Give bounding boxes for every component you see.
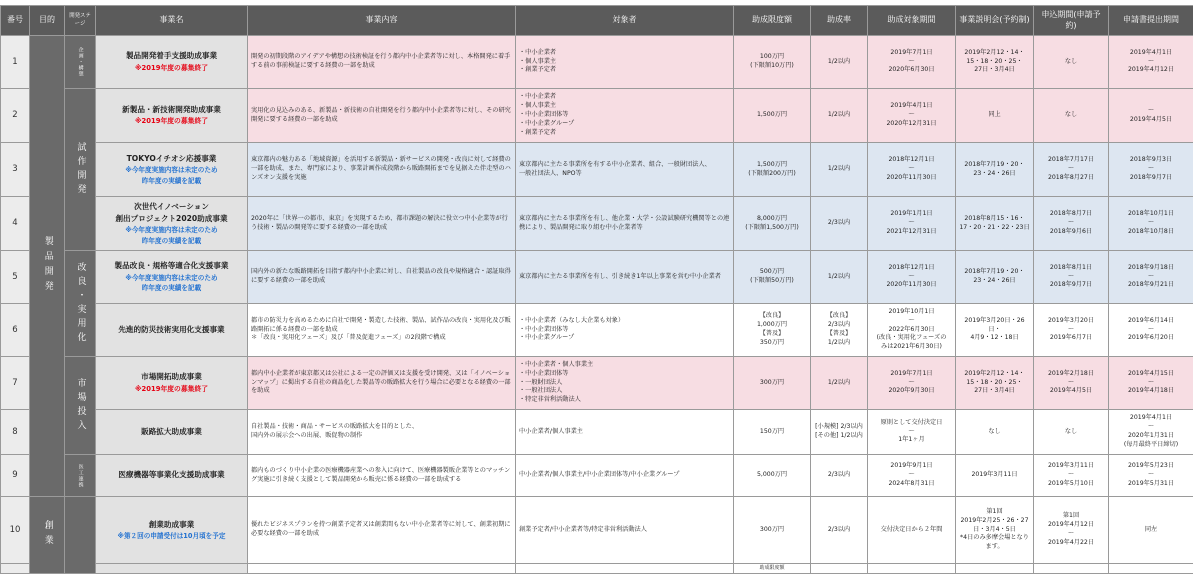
grant-period: 2019年10月1日 ～ 2022年6月30日 (改良・実用化フェーズの みは2021年6月30日) (868, 304, 956, 357)
project-target: 中小企業者/個人事業主/中小企業団体等/中小企業グループ (516, 455, 734, 497)
header-apply: 申込期間(申請予約) (1034, 6, 1109, 36)
project-name-text: 販路拡大助成事業 (141, 426, 202, 436)
briefing-session: 第1回 2019年2月25・26・27 日・3月4・5日 *4日のみ多摩会場となり ます。 (956, 497, 1034, 564)
header-content: 事業内容 (248, 6, 516, 36)
project-status: ※今年度実施内容は未定のため 昨年度の実績を記載 (125, 273, 218, 293)
header-no: 番号 (1, 6, 30, 36)
row-number: 1 (1, 36, 30, 89)
stage-cell: 医工連携 (65, 455, 96, 497)
project-name-text: 医療機器等事業化支援助成事業 (118, 470, 225, 480)
header-stage: 開発ステージ (65, 6, 96, 36)
row-number: 4 (1, 197, 30, 251)
header-briefing: 事業説明会(予約制) (956, 6, 1034, 36)
grant-limit: 300万円 (734, 357, 811, 410)
project-name (96, 251, 248, 304)
project-content: 都市の防災力を高めるために自社で開発・製造した技術、製品、試作品の改良・実用化及び販路開拓に係る経費の一部を助成 ＊「改良・実用化フェーズ」及び「普及促進フェーズ」の2段階で構成 (248, 304, 516, 357)
grant-limit: 150万円 (734, 410, 811, 455)
stage-cell: 市場投入 (65, 357, 96, 455)
project-name (96, 410, 248, 455)
table-row (1, 455, 1193, 497)
row-number: 6 (1, 304, 30, 357)
grant-rate: 2/3以内 (811, 497, 868, 564)
grant-limit: 【改良】 1,000万円 【普及】 350万円 (734, 304, 811, 357)
project-name (96, 143, 248, 197)
row-number (1, 564, 30, 574)
submission-period (1109, 564, 1193, 574)
row-number: 8 (1, 410, 30, 455)
row-number: 2 (1, 89, 30, 143)
application-period: 2019年3月20日 ～ 2019年6月7日 (1034, 304, 1109, 357)
project-target: ・中小企業者・個人事業主 ・中小企業団体等 ・一般財団法人 ・一般社団法人 ・特定非営利活動法人 (516, 357, 734, 410)
project-status: ※2019年度の募集終了 (134, 63, 209, 72)
project-content: 都内中小企業者が東京都又は公社による一定の評価又は支援を受け開発、又は「イノベーションマップ」に掲出する自社の商品化した製品等の販路拡大を行う場合に必要となる経費の一部を助成 (248, 357, 516, 410)
subsidy-table (0, 5, 1193, 574)
project-content: 自社製品・技術・商品・サービスの販路拡大を目的とした、 国内外の展示会への出展、販促物の制作 (248, 410, 516, 455)
application-period: 2019年3月11日 ～ 2019年5月10日 (1034, 455, 1109, 497)
grant-rate: 1/2以内 (811, 143, 868, 197)
category-sogyo: 創業 (30, 497, 65, 574)
header-limit: 助成限度額 (734, 6, 811, 36)
header-rate: 助成率 (811, 6, 868, 36)
project-name-text: TOKYOイチオシ応援事業 (126, 153, 217, 163)
project-name-text: 次世代イノベーション 創出プロジェクト2020助成事業 (115, 201, 228, 223)
table-row (1, 143, 1193, 197)
project-name (96, 197, 248, 251)
grant-period: 2018年12月1日 ～ 2020年11月30日 (868, 251, 956, 304)
table-row (1, 251, 1193, 304)
row-number: 9 (1, 455, 30, 497)
application-period (1034, 564, 1109, 574)
submission-period: 2019年4月1日 ～ 2020年1月31日 (毎月最終平日締切) (1109, 410, 1193, 455)
project-name (96, 564, 248, 574)
project-content: 2020年に「世界一の都市、東京」を実現するため、都市課題の解決に役立つ中小企業等が行う技術・製品の開発等に要する経費の一部を助成 (248, 197, 516, 251)
project-content: 優れたビジネスプランを持つ創業予定者又は創業間もない中小企業者等に対して、創業初期に必要な経費の一部を助成 (248, 497, 516, 564)
grant-rate: 1/2以内 (811, 357, 868, 410)
briefing-session: 同上 (956, 89, 1034, 143)
row-number: 10 (1, 497, 30, 564)
briefing-session (956, 564, 1034, 574)
header-name: 事業名 (96, 6, 248, 36)
stage-cell: 試作開発 (65, 89, 96, 251)
category-product-dev: 製品開発 (30, 36, 65, 497)
project-content: 国内外の新たな販路開拓を目指す都内中小企業に対し、自社製品の改良や規格適合・認証取得に要する経費の一部を助成 (248, 251, 516, 304)
project-name-text: 先進的防災技術実用化支援事業 (118, 324, 225, 334)
project-name (96, 455, 248, 497)
header-target: 対象者 (516, 6, 734, 36)
grant-rate: 2/3以内 (811, 455, 868, 497)
grant-period: 2019年7月1日 ～ 2020年6月30日 (868, 36, 956, 89)
project-content: 東京都内の魅力ある「地域資源」を活用する新製品・新サービスの開発・改良に対して経費の一部を助成、また、専門家により、事業計画作成段階から販路開拓までを見据えた伴走型のハンズオン支援を実施 (248, 143, 516, 197)
project-name-text: 製品改良・規格等適合化支援事業 (114, 261, 229, 271)
project-status: ※2019年度の募集終了 (134, 117, 209, 126)
submission-period: 2019年4月15日 ～ 2019年4月18日 (1109, 357, 1193, 410)
briefing-session: 2019年3月11日 (956, 455, 1034, 497)
project-status: ※第２回の申請受付は10月頃を予定 (117, 531, 226, 540)
submission-period: ～ 2019年4月5日 (1109, 89, 1193, 143)
submission-period: 2018年9月3日 ～ 2018年9月7日 (1109, 143, 1193, 197)
submission-period: 2019年4月1日 ～ 2019年4月12日 (1109, 36, 1193, 89)
grant-rate: 1/2以内 (811, 89, 868, 143)
briefing-session: 2019年2月12・14・ 15・18・20・25・ 27日・3月4日 (956, 36, 1034, 89)
row-number: 3 (1, 143, 30, 197)
application-period: 第1回 2019年4月12日 ～ 2019年4月22日 (1034, 497, 1109, 564)
application-period: なし (1034, 36, 1109, 89)
briefing-session: 2019年3月20日・26日・ 4月9・12・18日 (956, 304, 1034, 357)
project-target: ・中小企業者 ・個人事業主 ・創業予定者 (516, 36, 734, 89)
header-submit: 申請書提出期間 (1109, 6, 1193, 36)
project-name (96, 89, 248, 143)
project-target: 東京都内に主たる事業所を有し、引き続き1年以上事業を営む中小企業者 (516, 251, 734, 304)
project-target: ・中小企業者 ・個人事業主 ・中小企業団体等 ・中小企業グループ ・創業予定者 (516, 89, 734, 143)
briefing-session: なし (956, 410, 1034, 455)
project-name-text: 創業助成事業 (148, 519, 195, 529)
application-period: 2018年8月7日 ～ 2018年9月6日 (1034, 197, 1109, 251)
submission-period: 2019年5月23日 ～ 2019年5月31日 (1109, 455, 1193, 497)
project-target (516, 564, 734, 574)
submission-period: 同左 (1109, 497, 1193, 564)
application-period: 2018年8月1日 ～ 2018年9月7日 (1034, 251, 1109, 304)
grant-limit: 8,000万円 (下限額1,500万円) (734, 197, 811, 251)
project-name (96, 357, 248, 410)
project-target: 東京都内に主たる事業所を有する中小企業者、組合、一般財団法人、 一般社団法人、NPO等 (516, 143, 734, 197)
briefing-session: 2018年7月19・20・ 23・24・26日 (956, 251, 1034, 304)
briefing-session: 2018年8月15・16・ 17・20・21・22・23日 (956, 197, 1034, 251)
project-target: 東京都内に主たる事業所を有し、他企業・大学・公設試験研究機関等との連携により、製品開発に取り組む中小企業者等 (516, 197, 734, 251)
grant-rate (811, 564, 868, 574)
header-row (1, 6, 1193, 36)
grant-period: 2019年4月1日 ～ 2020年12月31日 (868, 89, 956, 143)
table-row-partial (1, 564, 1193, 574)
project-name (96, 497, 248, 564)
grant-period: 交付決定日から２年間 (868, 497, 956, 564)
grant-rate: 1/2以内 (811, 36, 868, 89)
application-period: 2019年2月18日 ～ 2019年4月5日 (1034, 357, 1109, 410)
grant-limit: 500万円 (下限額50万円) (734, 251, 811, 304)
project-status: ※2019年度の募集終了 (134, 384, 209, 393)
grant-limit: 100万円 (下限額10万円) (734, 36, 811, 89)
application-period: なし (1034, 89, 1109, 143)
table-row (1, 36, 1193, 89)
project-name-text: 製品開発着手支援助成事業 (125, 51, 218, 61)
table-row (1, 197, 1193, 251)
project-name-text: 市場開拓助成事業 (141, 372, 202, 382)
project-content: 都内ものづくり中小企業の医療機器産業への参入に向けて、医療機器製販企業等とのマッチング実施に引き続く支援として製品開発から販売に係る経費の一部を助成する (248, 455, 516, 497)
stage-cell (65, 497, 96, 574)
project-content: 実用化の見込みのある、新製品・新技術の自社開発を行う都内中小企業者等に対し、その研究開発に要する経費の一部を助成 (248, 89, 516, 143)
grant-rate: 【改良】 2/3以内 【普及】 1/2以内 (811, 304, 868, 357)
grant-rate: [小規模] 2/3以内 [その他] 1/2以内 (811, 410, 868, 455)
grant-rate: 2/3以内 (811, 197, 868, 251)
project-status: ※今年度実施内容は未定のため 昨年度の実績を記載 (125, 226, 218, 245)
project-name (96, 36, 248, 89)
project-name (96, 304, 248, 357)
project-content (248, 564, 516, 574)
project-target: 創業予定者/中小企業者等/特定非営利活動法人 (516, 497, 734, 564)
table-row (1, 357, 1193, 410)
project-content: 開発の初期段階のアイデアや構想の技術検証を行う都内中小企業者等に対し、本格開発に着手する前の事前検証に要する経費の一部を助成 (248, 36, 516, 89)
project-target: 中小企業者/個人事業主 (516, 410, 734, 455)
submission-period: 2018年9月18日 ～ 2018年9月21日 (1109, 251, 1193, 304)
project-target: ・中小企業者（みなし大企業も対象） ・中小企業団体等 ・中小企業グループ (516, 304, 734, 357)
row-number: 7 (1, 357, 30, 410)
application-period: なし (1034, 410, 1109, 455)
project-name-text: 新製品・新技術開発助成事業 (122, 104, 221, 114)
row-number: 5 (1, 251, 30, 304)
grant-period: 2018年12月1日 ～ 2020年11月30日 (868, 143, 956, 197)
grant-period: 原則として交付決定日 ～ 1年1ヶ月 (868, 410, 956, 455)
application-period: 2018年7月17日 ～ 2018年8月27日 (1034, 143, 1109, 197)
submission-period: 2019年6月14日 ～ 2019年6月20日 (1109, 304, 1193, 357)
grant-period: 2019年9月1日 ～ 2024年8月31日 (868, 455, 956, 497)
header-period: 助成対象期間 (868, 6, 956, 36)
header-purpose: 目的 (30, 6, 65, 36)
stage-cell: 改良・実用化 (65, 251, 96, 357)
table-row (1, 497, 1193, 564)
grant-period: 2019年7月1日 ～ 2020年9月30日 (868, 357, 956, 410)
table-row (1, 304, 1193, 357)
grant-period: 2019年1月1日 ～ 2021年12月31日 (868, 197, 956, 251)
project-status: ※今年度実施内容は未定のため 昨年度の実績を記載 (125, 166, 218, 185)
briefing-session: 2018年7月19・20・ 23・24・26日 (956, 143, 1034, 197)
briefing-session: 2019年2月12・14・ 15・18・20・25・ 27日・3月4日 (956, 357, 1034, 410)
table-row (1, 89, 1193, 143)
grant-limit: 5,000万円 (734, 455, 811, 497)
stage-cell: 企画・構想 (65, 36, 96, 89)
grant-limit: 1,500万円 (下限額200万円) (734, 143, 811, 197)
grant-limit: 助成限度額 (734, 564, 811, 574)
grant-limit: 300万円 (734, 497, 811, 564)
table-row (1, 410, 1193, 455)
grant-limit: 1,500万円 (734, 89, 811, 143)
submission-period: 2018年10月1日 ～ 2018年10月8日 (1109, 197, 1193, 251)
grant-rate: 1/2以内 (811, 251, 868, 304)
grant-period (868, 564, 956, 574)
